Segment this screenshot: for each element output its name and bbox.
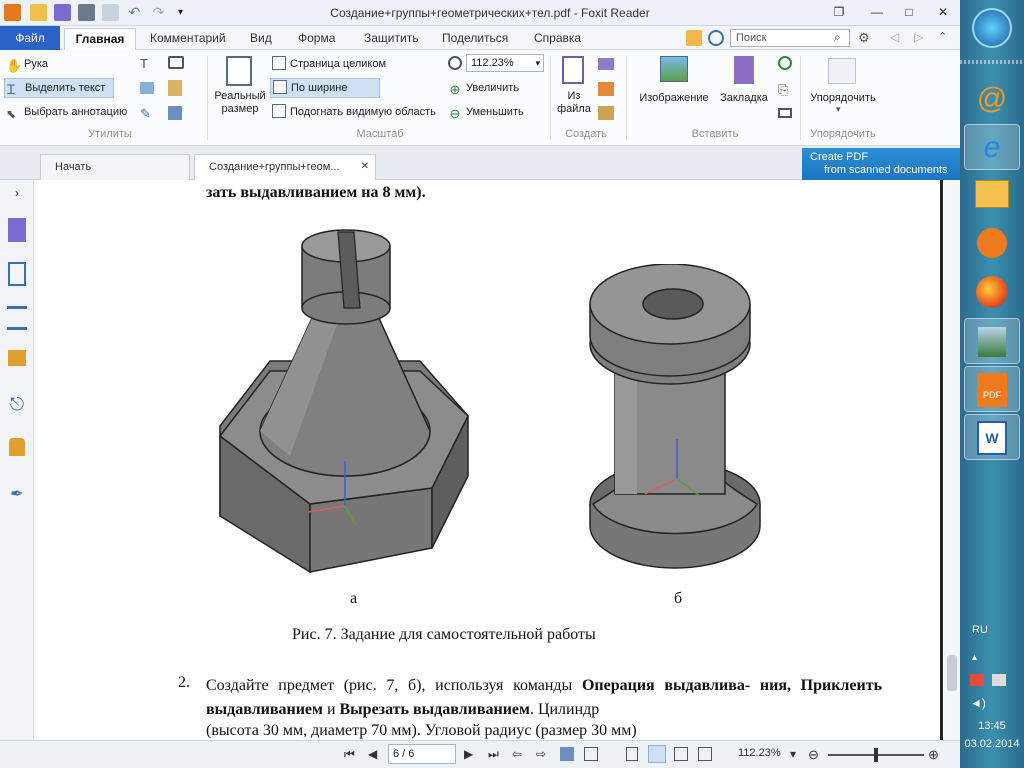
paragraph: Создайте предмет (рис. 7, б), используя команды Операция выдавлива- ния, Приклеить выдавливанием и Вырезать выдавливанием. Цилиндр — [206, 677, 883, 718]
zoom-out-icon: ⊖ — [449, 106, 461, 121]
full-page-icon — [272, 56, 286, 70]
forward-icon[interactable]: ⇨ — [536, 747, 547, 761]
pages-icon[interactable] — [8, 262, 26, 286]
bookmarks-icon[interactable] — [8, 218, 26, 242]
ribbon-tabs — [0, 26, 960, 50]
search-icon[interactable]: ⌕ — [834, 30, 841, 44]
group-label-insert: Вставить — [691, 128, 739, 140]
continuous-page-icon[interactable] — [648, 745, 666, 763]
select-text-button[interactable]: Ꮖ Выделить текст — [4, 78, 114, 98]
zoom-in-icon: ⊕ — [449, 82, 461, 97]
clipboard-pdf-icon[interactable] — [598, 106, 614, 120]
text-line: зать выдавливанием на 8 мм). — [206, 184, 426, 201]
link-globe-icon[interactable] — [778, 56, 792, 70]
facing-icon[interactable] — [674, 747, 688, 761]
group-label-utilities: Утилиты — [88, 128, 132, 140]
tab-protect[interactable]: Защитить — [364, 31, 419, 45]
from-file-button[interactable]: Из файла — [557, 90, 591, 115]
continuous-facing-icon[interactable] — [698, 747, 712, 761]
vertical-scrollbar[interactable] — [944, 180, 960, 740]
clock-time[interactable]: 13:45 — [978, 720, 1006, 732]
zoom-tool-icon[interactable] — [448, 56, 462, 70]
next-result-icon[interactable]: ▷ — [914, 30, 924, 44]
arrange-icon — [828, 58, 856, 84]
attachments-icon[interactable]: ⎋ — [9, 394, 25, 414]
divider — [800, 56, 801, 140]
redo-icon[interactable]: ↷ — [152, 4, 165, 20]
insert-image-button[interactable]: Изображение — [639, 92, 709, 104]
foxit-logo-icon — [4, 4, 21, 21]
collapse-ribbon-icon[interactable]: ⌃ — [938, 31, 948, 43]
list-number: 2. — [178, 674, 190, 691]
quick-access-dropdown-icon[interactable]: ▾ — [177, 7, 184, 18]
chevron-down-icon: ▾ — [535, 58, 540, 68]
new-doc-icon[interactable] — [102, 4, 119, 21]
actual-size-button[interactable]: Реальный размер — [214, 90, 266, 115]
page-edge — [940, 180, 943, 740]
media-player-icon[interactable] — [964, 220, 1020, 266]
window-title: Создание+группы+геометрических+тел.pdf - Foxit Reader — [330, 6, 650, 20]
volume-icon[interactable]: ◄) — [970, 696, 986, 710]
select-annotation-button[interactable]: ⬉ Выбрать аннотацию — [6, 106, 128, 121]
page-number-input[interactable]: 6 / 6 — [388, 744, 456, 764]
expand-panel-icon[interactable]: › — [15, 186, 19, 200]
security-lock-icon[interactable] — [9, 438, 25, 456]
clipboard-icon[interactable] — [168, 80, 182, 96]
blank-page-icon[interactable] — [598, 82, 614, 96]
rotate-icon[interactable] — [584, 747, 598, 761]
ocr-icon[interactable] — [168, 106, 182, 120]
clock-date[interactable]: 03.02.2014 — [964, 738, 1020, 750]
back-icon[interactable]: ⇦ — [512, 747, 523, 761]
bookmark-icon[interactable] — [734, 56, 754, 84]
group-label-scale: Масштаб — [356, 128, 404, 140]
taskbar-grip — [960, 60, 1024, 64]
full-page-button[interactable]: Страница целиком — [272, 54, 422, 74]
actual-size-icon[interactable] — [226, 56, 252, 86]
zoom-dropdown-icon[interactable]: ▾ — [790, 747, 797, 761]
figure-b-spool-part — [585, 264, 765, 576]
foxit-taskbar-icon[interactable]: PDF — [964, 366, 1020, 412]
title-bar — [0, 0, 960, 26]
image-icon[interactable] — [660, 56, 688, 82]
zoom-percent: 112.23% — [738, 747, 781, 759]
single-page-icon[interactable] — [626, 747, 638, 761]
video-icon[interactable] — [778, 108, 792, 118]
zoom-slider-thumb[interactable] — [874, 748, 878, 762]
close-tab-icon[interactable]: ✕ — [360, 161, 369, 172]
first-page-icon[interactable]: ⏮ — [344, 747, 355, 761]
tab-home[interactable]: Главная — [64, 28, 136, 51]
figure-caption: Рис. 7. Задание для самостоятельной работы — [292, 626, 596, 643]
fit-width-icon — [273, 80, 287, 94]
network-status-icon[interactable] — [992, 674, 1006, 686]
text-line-partial: (высота 30 мм, диаметр 70 мм). Угловой радиус (размер 30 мм) — [206, 722, 637, 739]
insert-bookmark-button[interactable]: Закладка — [720, 92, 768, 104]
prev-result-icon[interactable]: ◁ — [890, 30, 900, 44]
typewriter-icon[interactable]: T — [140, 56, 148, 71]
signature-icon[interactable]: ✒ — [10, 486, 24, 503]
zoom-out-button[interactable]: ⊖ Уменьшить — [449, 106, 524, 121]
prev-page-icon[interactable]: ◀ — [368, 747, 378, 761]
zoom-select[interactable]: 112.23% ▾ — [466, 54, 544, 72]
note-icon[interactable] — [140, 82, 154, 94]
group-label-create: Создать — [565, 128, 607, 140]
settings-gear-icon[interactable]: ⚙ — [858, 30, 870, 45]
word-icon[interactable]: W — [964, 414, 1020, 460]
arrange-button[interactable]: Упорядочить — [810, 92, 876, 104]
hand-tool-button[interactable]: ✋ Рука — [6, 58, 49, 73]
print-icon[interactable] — [78, 4, 95, 21]
scroll-thumb[interactable] — [947, 655, 957, 691]
figure-a-hex-cone-part — [210, 226, 470, 580]
close-icon[interactable]: ✕ — [937, 5, 949, 19]
fit-visible-icon — [272, 104, 286, 118]
start-button[interactable] — [972, 8, 1012, 48]
mail-app-icon[interactable]: @ — [976, 82, 1008, 115]
divider — [626, 56, 627, 140]
tab-current-document[interactable]: Создание+группы+геом... ✕ — [194, 154, 376, 180]
find-folder-icon[interactable] — [686, 30, 702, 46]
tab-view[interactable]: Вид — [250, 31, 272, 45]
network-app-icon[interactable] — [964, 318, 1020, 364]
web-search-icon[interactable] — [708, 30, 724, 46]
divider — [550, 56, 551, 140]
windows-taskbar — [960, 0, 1024, 768]
divider — [207, 56, 208, 140]
show-hidden-icons-icon[interactable]: ▴ — [972, 652, 978, 663]
document-page — [40, 180, 940, 740]
zoom-in-button[interactable]: ⊕ Увеличить — [449, 82, 520, 97]
maximize-icon[interactable]: □ — [905, 5, 913, 19]
firefox-icon[interactable] — [964, 268, 1020, 314]
tab-share[interactable]: Поделиться — [442, 31, 509, 45]
text-cursor-icon: Ꮖ — [7, 82, 16, 97]
snapshot-icon[interactable] — [168, 56, 184, 69]
zoom-in-status-icon[interactable]: ⊕ — [928, 747, 939, 762]
tab-form[interactable]: Форма — [298, 31, 336, 45]
comments-icon[interactable] — [8, 350, 26, 366]
next-page-icon[interactable]: ▶ — [464, 747, 474, 761]
tab-help[interactable]: Справка — [534, 31, 582, 45]
side-navigation — [0, 180, 34, 740]
internet-explorer-icon[interactable]: e — [964, 124, 1020, 170]
search-input[interactable]: Поиск — [730, 29, 850, 47]
undo-icon[interactable]: ↶ — [128, 4, 141, 20]
figure-label-b: б — [674, 590, 683, 607]
action-center-flag-icon[interactable] — [970, 674, 984, 686]
group-label-arrange: Упорядочить — [810, 128, 876, 140]
zoom-out-status-icon[interactable]: ⊖ — [808, 747, 819, 762]
open-folder-icon[interactable] — [30, 4, 47, 21]
attachment-icon[interactable]: ⎘ — [778, 82, 789, 97]
save-icon[interactable] — [54, 4, 71, 21]
hand-icon: ✋ — [6, 58, 23, 73]
combine-icon[interactable] — [598, 58, 614, 70]
figure-label-a: а — [350, 590, 358, 607]
chevron-down-icon[interactable]: ▾ — [836, 104, 841, 114]
layers-icon[interactable] — [7, 306, 27, 330]
last-page-icon[interactable]: ⏭ — [488, 747, 499, 761]
restore-icon[interactable]: ❐ — [833, 5, 845, 19]
export-icon[interactable] — [560, 747, 574, 761]
fit-width-button[interactable]: По ширине — [270, 78, 380, 98]
create-pdf-banner[interactable]: Create PDF from scanned documents — [802, 148, 960, 180]
ribbon — [0, 50, 960, 146]
file-explorer-icon[interactable] — [964, 172, 1020, 218]
file-menu[interactable]: Файл — [0, 26, 60, 50]
pointer-icon: ⬉ — [6, 107, 17, 121]
status-bar — [0, 740, 960, 768]
pen-icon[interactable]: ✎ — [140, 106, 151, 121]
tab-comment[interactable]: Комментарий — [150, 31, 226, 45]
tab-start[interactable]: Начать — [40, 154, 190, 180]
keyboard-language[interactable]: RU — [972, 624, 988, 636]
from-file-icon[interactable] — [562, 56, 584, 84]
fit-visible-button[interactable]: Подогнать видимую область — [272, 102, 442, 122]
minimize-icon[interactable]: — — [871, 5, 883, 19]
